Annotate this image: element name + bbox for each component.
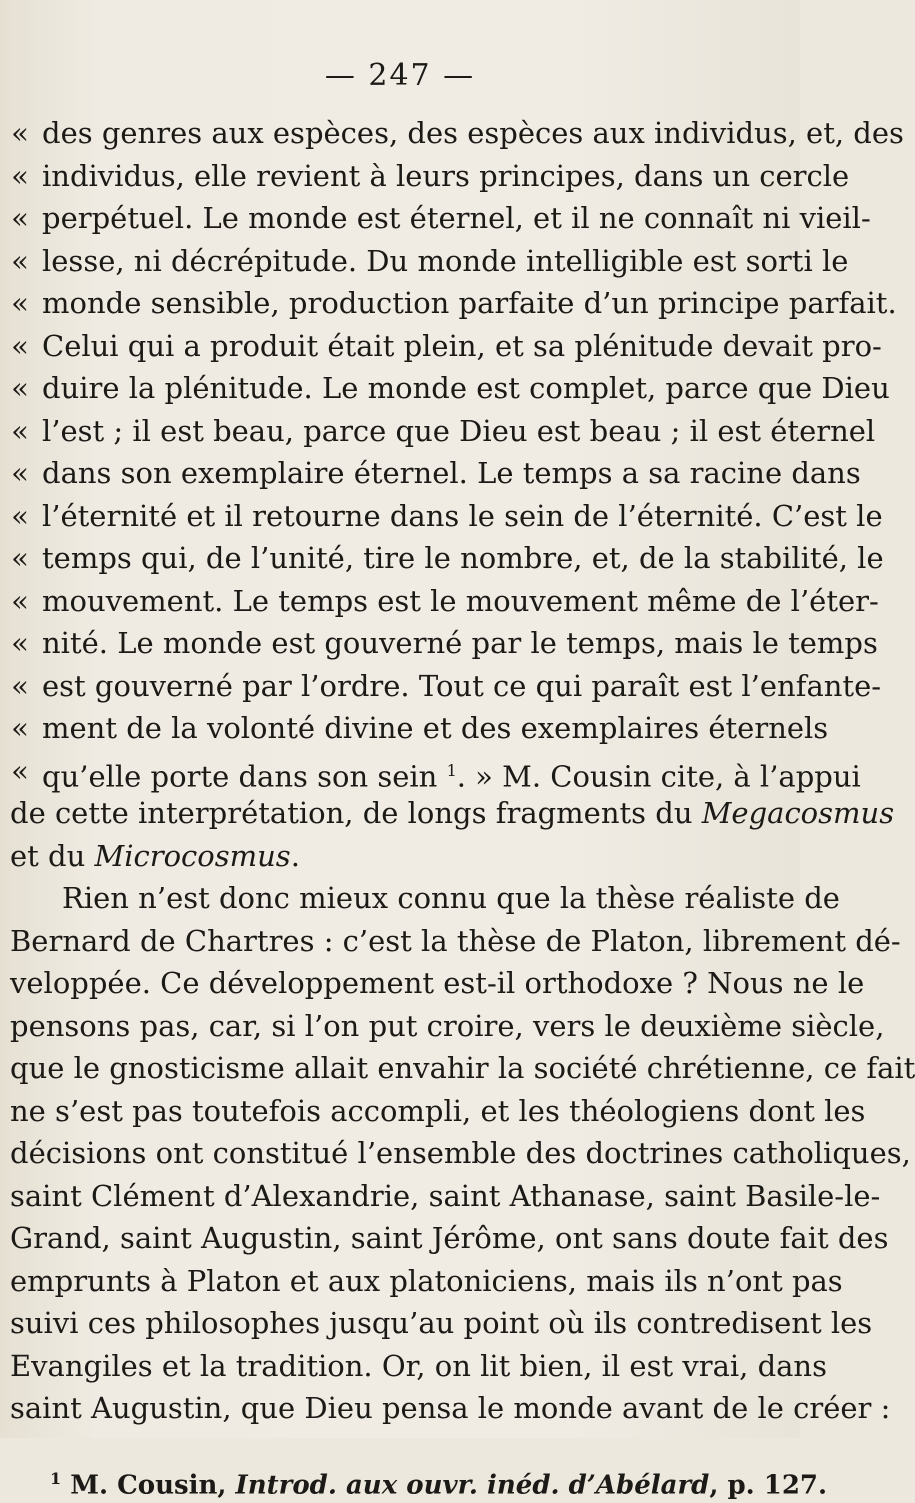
paragraph-line: [0, 1304, 873, 1342]
paragraph-line: [0, 1177, 881, 1215]
last-quoted-line: [0, 752, 861, 794]
quoted-line: [0, 199, 871, 237]
text-segment: et du: [10, 839, 95, 873]
text-segment: . » M. Cousin cite, à l’appui: [456, 759, 861, 794]
quote-mark: «: [11, 626, 29, 660]
paragraph-line: [0, 922, 901, 960]
quote-mark: «: [11, 371, 29, 405]
line-text: dans son exemplaire éternel. Le temps a sa racine dans: [42, 456, 861, 490]
quote-mark: «: [11, 669, 29, 703]
line-text: ne s’est pas toutefois accompli, et les théologiens dont les: [10, 1094, 866, 1128]
line-text: décisions ont constitué l’ensemble des doctrines catholiques,: [10, 1136, 911, 1170]
continuation-line: [0, 794, 895, 832]
quote-mark: «: [11, 754, 29, 788]
paragraph-line: [0, 1007, 885, 1045]
line-text: l’éternité et il retourne dans le sein de l’éternité. C’est le: [42, 499, 883, 533]
paragraph-line: [0, 1389, 891, 1427]
line-text: Rien n’est donc mieux connu que la thèse réaliste de: [62, 881, 840, 915]
line-text: emprunts à Platon et aux platoniciens, mais ils n’ont pas: [10, 1264, 843, 1298]
quote-mark: «: [11, 711, 29, 745]
quote-mark: «: [11, 286, 29, 320]
quoted-line: [0, 369, 890, 407]
line-text: mouvement. Le temps est le mouvement même de l’éter-: [42, 584, 879, 618]
line-text: suivi ces philosophes jusqu’au point où ils contredisent les: [10, 1306, 873, 1340]
quote-mark: «: [11, 584, 29, 618]
quoted-line: [0, 242, 849, 280]
paragraph-line: [0, 879, 840, 917]
paragraph-line: [0, 1092, 866, 1130]
paragraph-line: [0, 1049, 915, 1087]
text-segment: de cette interprétation, de longs fragments du: [10, 796, 702, 830]
quoted-line: [0, 114, 904, 152]
quoted-line: [0, 412, 876, 450]
quote-mark: «: [11, 414, 29, 448]
line-text: l’est ; il est beau, parce que Dieu est beau ; il est éternel: [42, 414, 876, 448]
line-text: ment de la volonté divine et des exemplaires éternels: [42, 711, 829, 745]
paragraph-line: [0, 1347, 827, 1385]
paragraph-line: [0, 1134, 911, 1172]
footnote: [50, 1462, 827, 1503]
page-header: — 247 —: [324, 58, 476, 93]
line-text: Bernard de Chartres : c’est la thèse de Platon, librement dé-: [10, 924, 901, 958]
line-text: temps qui, de l’unité, tire le nombre, et, de la stabilité, le: [42, 541, 884, 575]
quote-mark: «: [11, 329, 29, 363]
footnote-author: M. Cousin,: [61, 1470, 236, 1501]
line-text: Grand, saint Augustin, saint Jérôme, ont sans doute fait des: [10, 1221, 889, 1255]
quote-mark: «: [11, 499, 29, 533]
line-text: nité. Le monde est gouverné par le temps, mais le temps: [42, 626, 878, 660]
quoted-line: [0, 454, 861, 492]
continuation-line-2: [0, 837, 800, 875]
text-segment: .: [290, 839, 300, 873]
line-text: lesse, ni décrépitude. Du monde intelligible est sorti le: [42, 244, 849, 278]
quoted-line: [0, 582, 879, 620]
line-text: veloppée. Ce développement est-il orthodoxe ? Nous ne le: [10, 966, 865, 1000]
line-text: des genres aux espèces, des espèces aux individus, et, des: [42, 116, 904, 150]
quote-mark: «: [11, 201, 29, 235]
quoted-line: [0, 284, 897, 322]
quote-mark: «: [11, 456, 29, 490]
quote-mark: «: [11, 116, 29, 150]
quoted-line: [0, 327, 882, 365]
footnote-title: Introd. aux ouvr. inéd. d’Abélard: [235, 1470, 710, 1501]
paragraph-line: [0, 1219, 889, 1257]
text-segment: qu’elle porte dans son sein: [42, 759, 447, 794]
line-text: monde sensible, production parfaite d’un principe parfait.: [42, 286, 897, 320]
line-text: pensons pas, car, si l’on put croire, vers le deuxième siècle,: [10, 1009, 885, 1043]
line-text: perpétuel. Le monde est éternel, et il ne connaît ni vieil-: [42, 201, 871, 235]
paragraph-line: [0, 964, 865, 1002]
work-title: Megacosmus: [701, 796, 895, 830]
line-text: saint Clément d’Alexandrie, saint Athanase, saint Basile-le-: [10, 1179, 881, 1213]
quote-mark: «: [11, 159, 29, 193]
line-text: que le gnosticisme allait envahir la société chrétienne, ce fait: [10, 1051, 915, 1085]
line-text: Evangiles et la tradition. Or, on lit bien, il est vrai, dans: [10, 1349, 827, 1383]
quoted-line: [0, 157, 850, 195]
quoted-line: [0, 667, 882, 705]
quote-mark: «: [11, 244, 29, 278]
paragraph-line: [0, 1262, 843, 1300]
line-text: est gouverné par l’ordre. Tout ce qui paraît est l’enfante-: [42, 669, 882, 703]
line-text: duire la plénitude. Le monde est complet, parce que Dieu: [42, 371, 890, 405]
quoted-line: [0, 497, 883, 535]
footnote-page: , p. 127.: [709, 1470, 828, 1501]
quoted-line: [0, 709, 829, 747]
quoted-line: [0, 624, 878, 662]
work-title: Microcosmus: [94, 839, 291, 873]
quote-mark: «: [11, 541, 29, 575]
line-text: Celui qui a produit était plein, et sa plénitude devait pro-: [42, 329, 882, 363]
quoted-line: [0, 539, 884, 577]
line-text: saint Augustin, que Dieu pensa le monde avant de le créer :: [10, 1391, 891, 1425]
footnote-number: 1: [50, 1469, 62, 1488]
line-text: individus, elle revient à leurs principes, dans un cercle: [42, 159, 850, 193]
footnote-ref: 1: [446, 761, 457, 780]
